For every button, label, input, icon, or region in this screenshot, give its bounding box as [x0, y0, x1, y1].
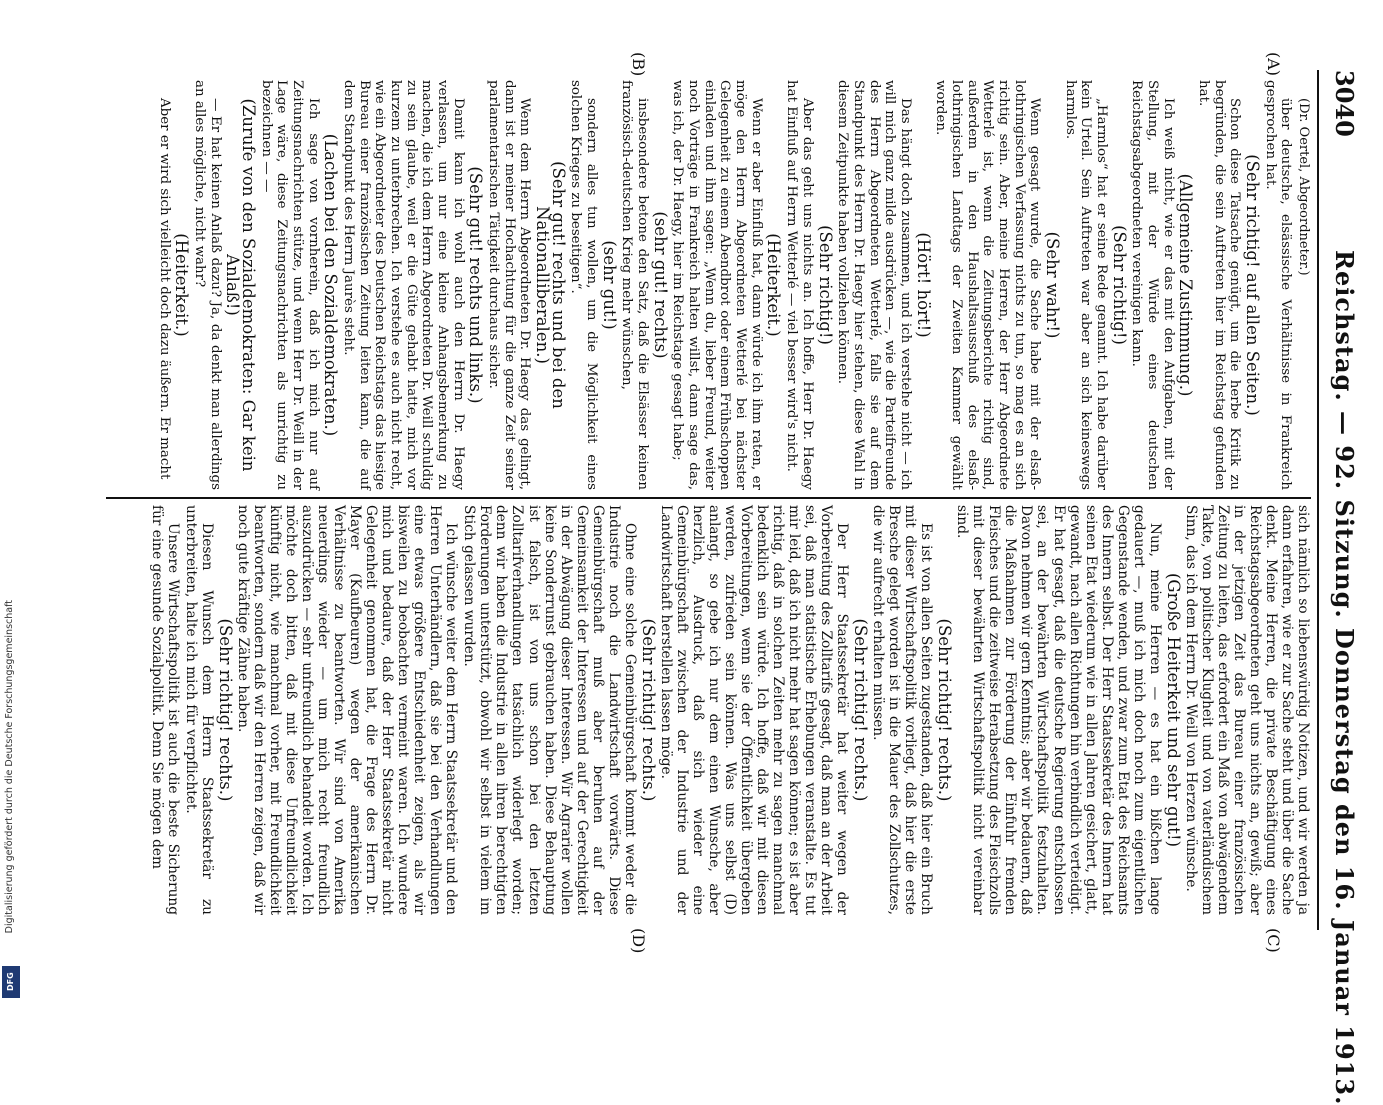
paragraph: Es ist von allen Seiten zugestanden, daß hier ein Bruch mit dieser Wirtschaftspolitik vorliegt, daß hier die erste Bresche gelegt worden ist in die Mauer des Zollschutzes, die wir aufrecht erhalten müssen.: [870, 505, 935, 915]
paragraph: Wenn er aber Einfluß hat, dann würde ich ihm raten, er möge den Herrn Abgeordneten Wetterlé bei nächster Gelegenheit zu einem Abendbrot oder einem Frühschoppen einladen und ihm sagen: „Wenn du, lieber Freund, weiter noch Vorträge in Frankreich halten willst, dann sage das, was ich, der Dr. Haegy, hier im Reichstage gesagt habe;: [670, 80, 764, 490]
interjection: (Sehr richtig!): [1109, 225, 1129, 345]
paragraph: Diesen Wunsch dem Herrn Staatssekretär zu unterbreiten, halte ich mich für verpflichtet.: [182, 505, 215, 915]
speaker-label: (Dr. Oertel, Abgeordneter.): [1296, 98, 1311, 276]
paragraph: Ich weiß nicht, wie er das mit den Aufgaben, mit der Stellung, mit der Würde eines deutschen Reichstagsabgeordneten vereinigen kann.: [1129, 80, 1176, 490]
margin-marker-c: (C): [1264, 928, 1283, 953]
paragraph: insbesondere betone den Satz, daß die Elsässer keinen französisch-deutschen Krieg mehr wünschen,: [619, 80, 651, 490]
paragraph: — Er hat keinen Anlaß dazu? Ja, da denkt man allerdings an alles mögliche, nicht wahr?: [191, 80, 223, 490]
paragraph: Unsere Wirtschaftspolitik ist auch die beste Sicherung für eine gesunde Sozialpolitik. Denn Sie mögen dem: [148, 505, 181, 915]
interjection: (Sehr richtig!): [815, 225, 835, 345]
paragraph: Schon diese Tatsache genügt, um die herbe Kritik zu begründen, die sein Auftreten hier im Reichstag gefunden hat.: [1195, 80, 1243, 490]
margin-marker-a: (A): [1264, 52, 1283, 77]
interjection: (Sehr richtig! rechts.): [935, 618, 955, 802]
paragraph: Ohne eine solche Gemeinbürgschaft kommt weder die Industrie noch die Landwirtschaft vorwärts. Diese Gemeinbürgschaft muß aber beruhen auf der Gemeinsamkeit der Interessen und auf der Gerechtigkeit in der Abwägung dieser Interessen. Wir Agrarier wollen keine Sonderrunst gebrauchen haben. Diese Behauptung ist falsch, ist von uns schon bei den letzten Zolltarifverhandlungen tatsächlich widerlegt worden; denn wir haben die Industrie in allen ihren berechtigten Forderungen unterstützt, obwohl wir selbst in vielem im Stich gelassen wurden.: [461, 505, 638, 915]
dfg-logo: DFG: [2, 966, 20, 998]
interjection: (Große Heiterkeit und sehr gut!): [1163, 572, 1183, 848]
interjection: (Heiterkeit.): [172, 233, 192, 337]
paragraph: sondern alles tun wollen, um die Möglichkeit eines solchen Krieges zu beseitigen“.: [568, 80, 600, 490]
interjection: (sehr gut! rechts): [650, 211, 670, 359]
paragraph: Der Herr Staatssekretär hat weiter wegen der Vorbereitung des Zolltarifs gesagt, daß man an der Arbeit sei, daß man statistische Erhebungen veranstalte. Es tut mir leid, daß ich nicht mehr hat sagen können; es ist aber richtig, daß in solchen Zeiten mehr zu sagen manchmal bedenklich sein würde. Ich hoffe, daß wir mit diesen Vorbereitungen, wenn sie der Öffentlichkeit übergeben werden, zufrieden sein können. Was uns selbst (D) anlangt, so gebe ich nur dem einen Wunsche, aber herzlich, Ausdruck, daß sich wieder eine Gemeinbürgschaft zwischen der Industrie und der Landwirtschaft herstellen lassen möge.: [657, 505, 851, 915]
interjection: (Lachen bei den Sozialdemokraten.): [321, 133, 341, 437]
paragraph: Das hängt doch zusammen, und ich verstehe nicht — ich will mich ganz milde ausdrücken —, wie die Parteifreunde des Herrn Abgeordneten Wetterlé, falls sie auf dem Standpunkt des Herrn Dr. Haegy hier stehen, diese Wahl in diesem Zeitpunkte haben vollziehen können.: [835, 80, 913, 490]
paragraph: sich nämlich so liebenswürdig Notizen, und wir werden ja dann erfahren, wie er zur Sache steht und über die Sache denkt. Meine Herren, die private Beschäftigung eines Reichstagsabgeordneten geht uns nichts an, gewiß; aber in der jetzigen Zeit das Bureau einer französischen Zeitung zu leiten, das erfordert ein Maß von abwägendem Takte, von politischer Klugheit und von vaterländischem Sinn, das ich dem Herrn Dr. Weill von Herzen wünsche.: [1182, 505, 1311, 915]
text-column-left: [154, 80, 1311, 490]
paragraph: Ich wünsche weiter dem Herrn Staatssekretär und den Herren Unterhändlern, daß sie bei den Verhandlungen eine etwas größere Entschiedenheit zeigen, als wir bisweilen zu beobachten vermeint waren. Ich wundere mich und bedaure, daß der Herr Staatssekretär nicht Gelegenheit genommen hat, die Frage des Herrn Dr. Mayer (Kaufbeuren) wegen der amerikanischen Verhältnisse zu beantworten. Wir sind von Amerika neuerdings wieder — um mich recht freundlich auszudrücken — sehr unfreundlich behandelt worden. Ich möchte doch bitten, daß mit diese Unfreundlichkeit künftig nicht, wie manchmal vorher, mit Freundlichkeit beantworten, sondern daß wir den Herren zeigen, daß wir noch gute kräftige Zähne haben.: [234, 505, 460, 915]
interjection: (Sehr richtig! rechts.): [851, 618, 871, 802]
interjection: (Sehr richtig! rechts.): [638, 618, 658, 802]
paragraph: „Harmlos“ hat er seine Rede genannt. Ich habe darüber kein Urteil. Sein Auftreten war aber an sich keineswegs harmlos.: [1062, 80, 1109, 490]
margin-marker-b: (B): [629, 52, 648, 77]
page-title: Reichstag. — 92. Sitzung. Donnerstag den 16. Januar 1913.: [1330, 250, 1359, 1105]
paragraph: Aber das geht uns nichts an. Ich hoffe, Herr Dr. Haegy hat Einfluß auf Herrn Wetterlé — viel besser wird's nicht.: [784, 80, 815, 490]
digitization-note: Digitalisierung gefördert durch die Deutsche Forschungsgemeinschaft: [4, 600, 15, 934]
interjection: (sehr gut!): [599, 240, 619, 330]
header-rule: [1317, 70, 1319, 930]
paragraph: Damit kann ich wohl auch den Herrn Dr. Haegy verlassen, um nur eine kleine Anhangsbemerkung zu machen, die ich dem Herrn Abgeordneten Dr. Weill schuldig zu sein glaube, weil er die Güte gehabt hatte, mich vor kurzem zu unterbrechen. Ich verstehe es auch nicht recht, wie ein Abgeordneter des Deutschen Reichstags das hiesige Bureau einer französischen Zeitung leiten kann, die auf dem Standpunkt des Herrn Jaurès steht.: [341, 80, 466, 491]
interjection: (Hört! hört!): [913, 232, 933, 338]
interjection: (Allgemeine Zustimmung.): [1176, 173, 1196, 397]
interjection: (Sehr gut! rechts und links.): [466, 166, 486, 404]
text-column-right: [147, 505, 1311, 915]
paragraph: über deutsche, elsässische Verhältnisse in Frankreich gesprochen hat.: [1262, 80, 1294, 490]
interjection: (Sehr gut! rechts und bei den Nationalliberalen.): [533, 161, 568, 409]
column-divider: [106, 497, 1311, 499]
paragraph: Wenn gesagt wurde, die Sache habe mit der elsaß-lothringischen Verfassung nichts zu tun, so mag es an sich richtig sein. Aber, meine Herren, der Herr Abgeordnete Wetterlé ist, wenn die Zeitungsberichte richtig sind, außerdem in den Haushaltsausschuß des elsaß-lothringischen Landtags der Zweiten Kammer gewählt worden.: [933, 80, 1043, 490]
interjection: (Sehr richtig! rechts.): [215, 618, 235, 802]
paragraph: Nun, meine Herren — es hat ein bißchen lange gedauert —, muß ich mich doch noch zum eigentlichen Gegenstande wenden, und zwar zum Etat des Reichsamts des Innern selbst. Der Herr Staatssekretär des Innern hat seinen Etat wiederum wie in allen Jahren gesichert, glatt, gewandt, nach allen Richtungen hin verbindlich verteidigt. Er hat gesagt, daß die deutsche Regierung entschlossen sei, an der bewährten Wirtschaftspolitik festzuhalten. Davon nehmen wir gern Kenntnis; aber wir bedauern, daß die Maßnahmen zur Förderung der Einfuhr fremden Fleisches und die zeitweise Herabsetzung des Fleischzolls mit dieser bewährten Wirtschaftspolitik nicht vereinbar sind.: [954, 505, 1163, 915]
interjection: (Heiterkeit.): [764, 233, 784, 337]
interjection: (Sehr richtig! auf allen Seiten.): [1242, 154, 1262, 416]
paragraph: Ich sage von vornherein, daß ich mich nur auf Zeitungsnachrichten stütze, und wenn Herr Dr. Weill in der Lage wäre, diese Zeitungsnachrichten als unrichtig zu bezeichnen — —: [258, 80, 321, 490]
page-number: 3040: [1330, 70, 1359, 137]
margin-marker-d: (D): [629, 928, 648, 954]
interjection: (Sehr wahr!): [1042, 231, 1062, 339]
page-header: [1317, 70, 1377, 1105]
interjection: (Zurufe von den Sozialdemokraten: Gar kein Anlaß!): [223, 98, 258, 472]
paragraph: Wenn dem Herrn Abgeordneten Dr. Haegy das gelingt, dann ist er meiner Hochachtung für die ganze Zeit seiner parlamentarischen Tätigkeit durchaus sicher.: [486, 80, 533, 490]
paragraph: Aber er wird sich vielleicht doch dazu äußern. Er macht: [156, 98, 172, 480]
